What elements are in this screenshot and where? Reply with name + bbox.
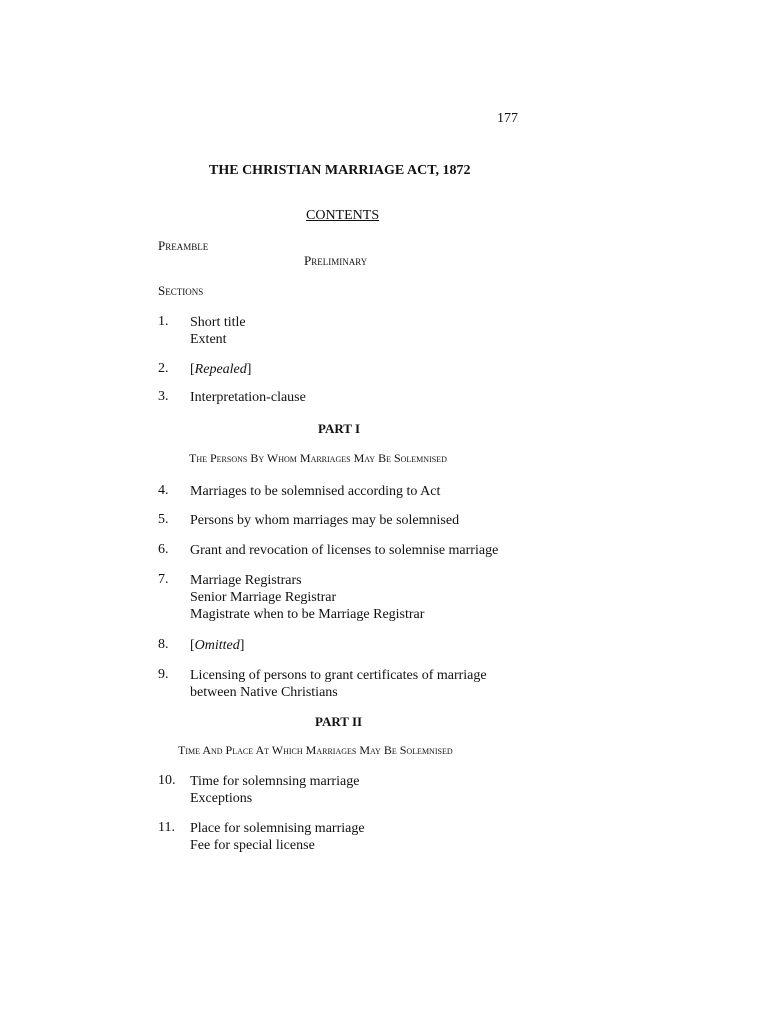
section-line: Grant and revocation of licenses to solemnise marriage: [190, 543, 499, 558]
section-title: [190, 361, 251, 378]
section-line: Fee for special license: [190, 838, 315, 853]
section-line: Licensing of persons to grant certificates of marriage: [190, 668, 487, 683]
part-heading: PART II: [315, 714, 363, 729]
part-heading: PART I: [318, 421, 361, 436]
section-line: Exceptions: [190, 791, 253, 806]
section-title: [190, 667, 520, 701]
preliminary-label: Preliminary: [304, 253, 368, 268]
preamble-label: Preamble: [158, 238, 209, 253]
section-title: [190, 314, 246, 348]
section-title: [190, 483, 440, 500]
bracket-open: [: [190, 638, 195, 653]
section-line: Marriages to be solemnised according to Act: [190, 484, 441, 499]
section-title: [190, 773, 359, 807]
contents-heading: CONTENTS: [306, 208, 380, 223]
section-line: Time for solemnsing marriage: [190, 774, 360, 789]
bracket-open: [: [190, 362, 195, 377]
section-title: [190, 389, 306, 406]
repealed-text: Repealed: [194, 362, 247, 377]
page-number: 177: [497, 111, 518, 126]
section-number: 9.: [158, 667, 169, 682]
section-number: 5.: [158, 512, 169, 527]
section-line: Extent: [190, 332, 227, 347]
section-number: 11.: [158, 820, 175, 835]
section-line: Short title: [190, 315, 246, 330]
part-subtitle: The Persons By Whom Marriages May Be Solemnised: [189, 451, 447, 465]
section-number: 7.: [158, 572, 169, 587]
sections-label: Sections: [158, 283, 204, 298]
section-title: [190, 572, 424, 623]
part-subtitle: Time And Place At Which Marriages May Be Solemnised: [178, 743, 453, 757]
section-line: Marriage Registrars: [190, 573, 302, 588]
section-title: [190, 512, 459, 529]
section-line: between Native Christians: [190, 685, 338, 700]
bracket-close: ]: [246, 362, 252, 377]
section-title: [190, 637, 244, 654]
section-line: Interpretation-clause: [190, 390, 306, 405]
section-number: 4.: [158, 483, 169, 498]
section-line: Place for solemnising marriage: [190, 821, 365, 836]
section-number: 10.: [158, 773, 176, 788]
section-number: 1.: [158, 314, 169, 329]
section-title: [190, 820, 365, 854]
section-title: [190, 542, 498, 559]
section-line: Persons by whom marriages may be solemnised: [190, 513, 460, 528]
section-line: Magistrate when to be Marriage Registrar: [190, 607, 425, 622]
act-title: THE CHRISTIAN MARRIAGE ACT, 1872: [209, 163, 471, 178]
bracket-close: ]: [239, 638, 245, 653]
section-number: 2.: [158, 361, 169, 376]
section-number: 8.: [158, 637, 169, 652]
section-number: 3.: [158, 389, 169, 404]
section-number: 6.: [158, 542, 169, 557]
section-line: Senior Marriage Registrar: [190, 590, 337, 605]
omitted-text: Omitted: [194, 638, 240, 653]
